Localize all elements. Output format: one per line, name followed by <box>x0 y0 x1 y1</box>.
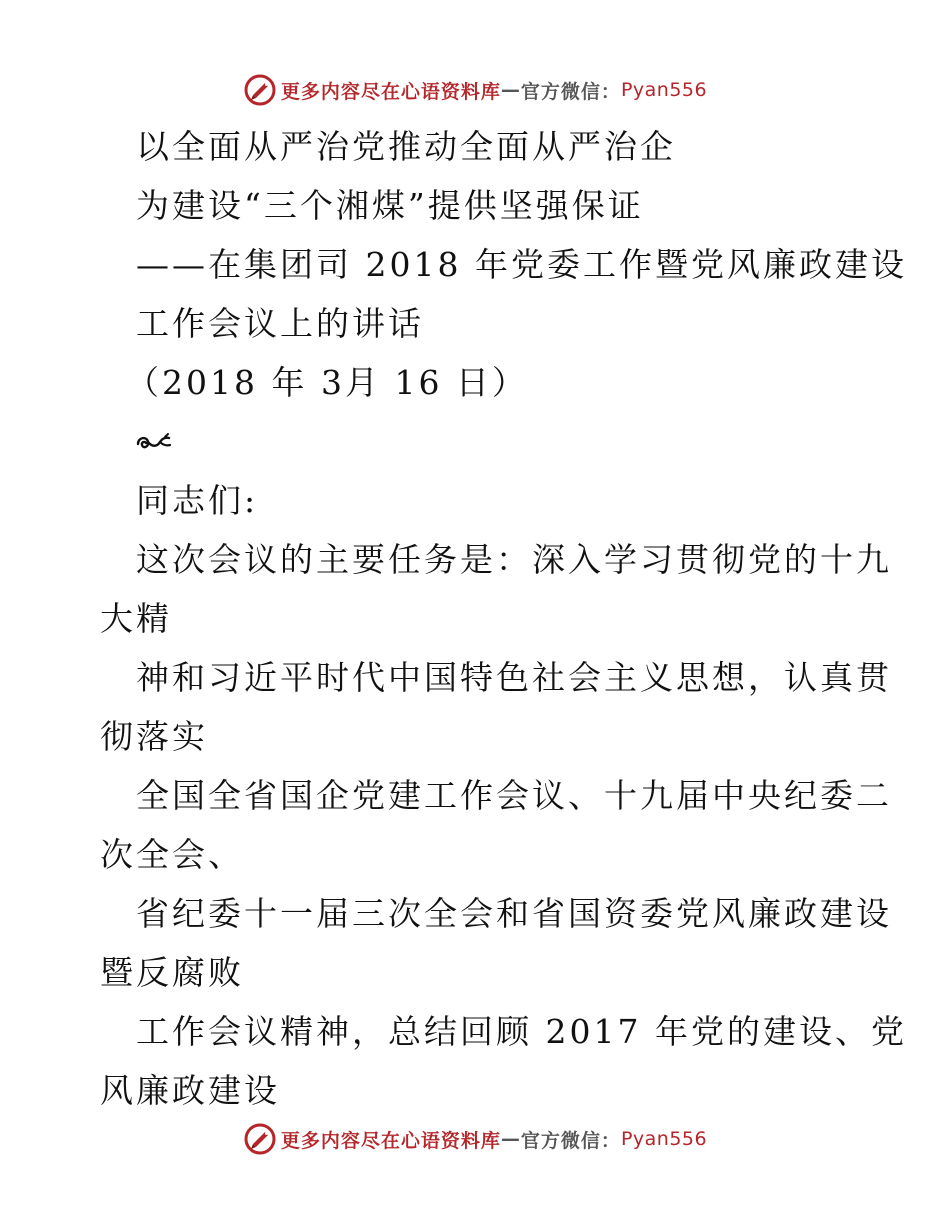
banner-brand-text: 更多内容尽在心语资料库 <box>280 1129 501 1152</box>
body-line: 全国全省国企党建工作会议、十九届中央纪委二 <box>136 776 892 815</box>
document-subtitle-line-2: 工作会议上的讲话 <box>136 304 424 343</box>
pen-heart-logo-icon <box>243 73 277 107</box>
header-watermark-banner <box>0 70 950 110</box>
document-title-line-2: 为建设“三个湘煤”提供坚强保证 <box>136 186 644 225</box>
body-line: 次全会、 <box>100 835 244 874</box>
banner-separator: — <box>500 1128 521 1150</box>
banner-contact-id: Pyan556 <box>620 1128 708 1150</box>
document-body <box>0 117 950 1120</box>
pen-heart-logo-icon <box>243 1122 277 1156</box>
ornament-row <box>0 412 950 471</box>
body-line: 大精 <box>100 599 172 638</box>
body-line: 风廉政建设 <box>100 1071 280 1110</box>
banner-contact-label: 官方微信： <box>520 80 621 103</box>
document-date: （2018 年 3月 16 日） <box>126 363 528 402</box>
document-title-line-1: 以全面从严治党推动全面从严治企 <box>136 127 676 166</box>
footer-watermark-banner <box>0 1119 950 1159</box>
body-line: 省纪委十一届三次全会和省国资委党风廉政建设 <box>136 894 892 933</box>
body-line: 暨反腐败 <box>100 953 244 992</box>
body-line: 这次会议的主要任务是：深入学习贯彻党的十九 <box>136 540 892 579</box>
body-line: 彻落实 <box>100 717 208 756</box>
body-line: 工作会议精神，总结回顾 2017 年党的建设、党 <box>136 1012 907 1051</box>
document-subtitle-line-1: ——在集团司 2018 年党委工作暨党风廉政建设 <box>136 245 907 284</box>
banner-contact-label: 官方微信： <box>520 1129 621 1152</box>
decorative-flourish-icon <box>135 431 173 453</box>
banner-brand-text: 更多内容尽在心语资料库 <box>280 80 501 103</box>
banner-separator: — <box>500 79 521 101</box>
body-line: 神和习近平时代中国特色社会主义思想，认真贯 <box>136 658 892 697</box>
banner-contact-id: Pyan556 <box>620 79 708 101</box>
salutation: 同志们: <box>136 481 259 520</box>
